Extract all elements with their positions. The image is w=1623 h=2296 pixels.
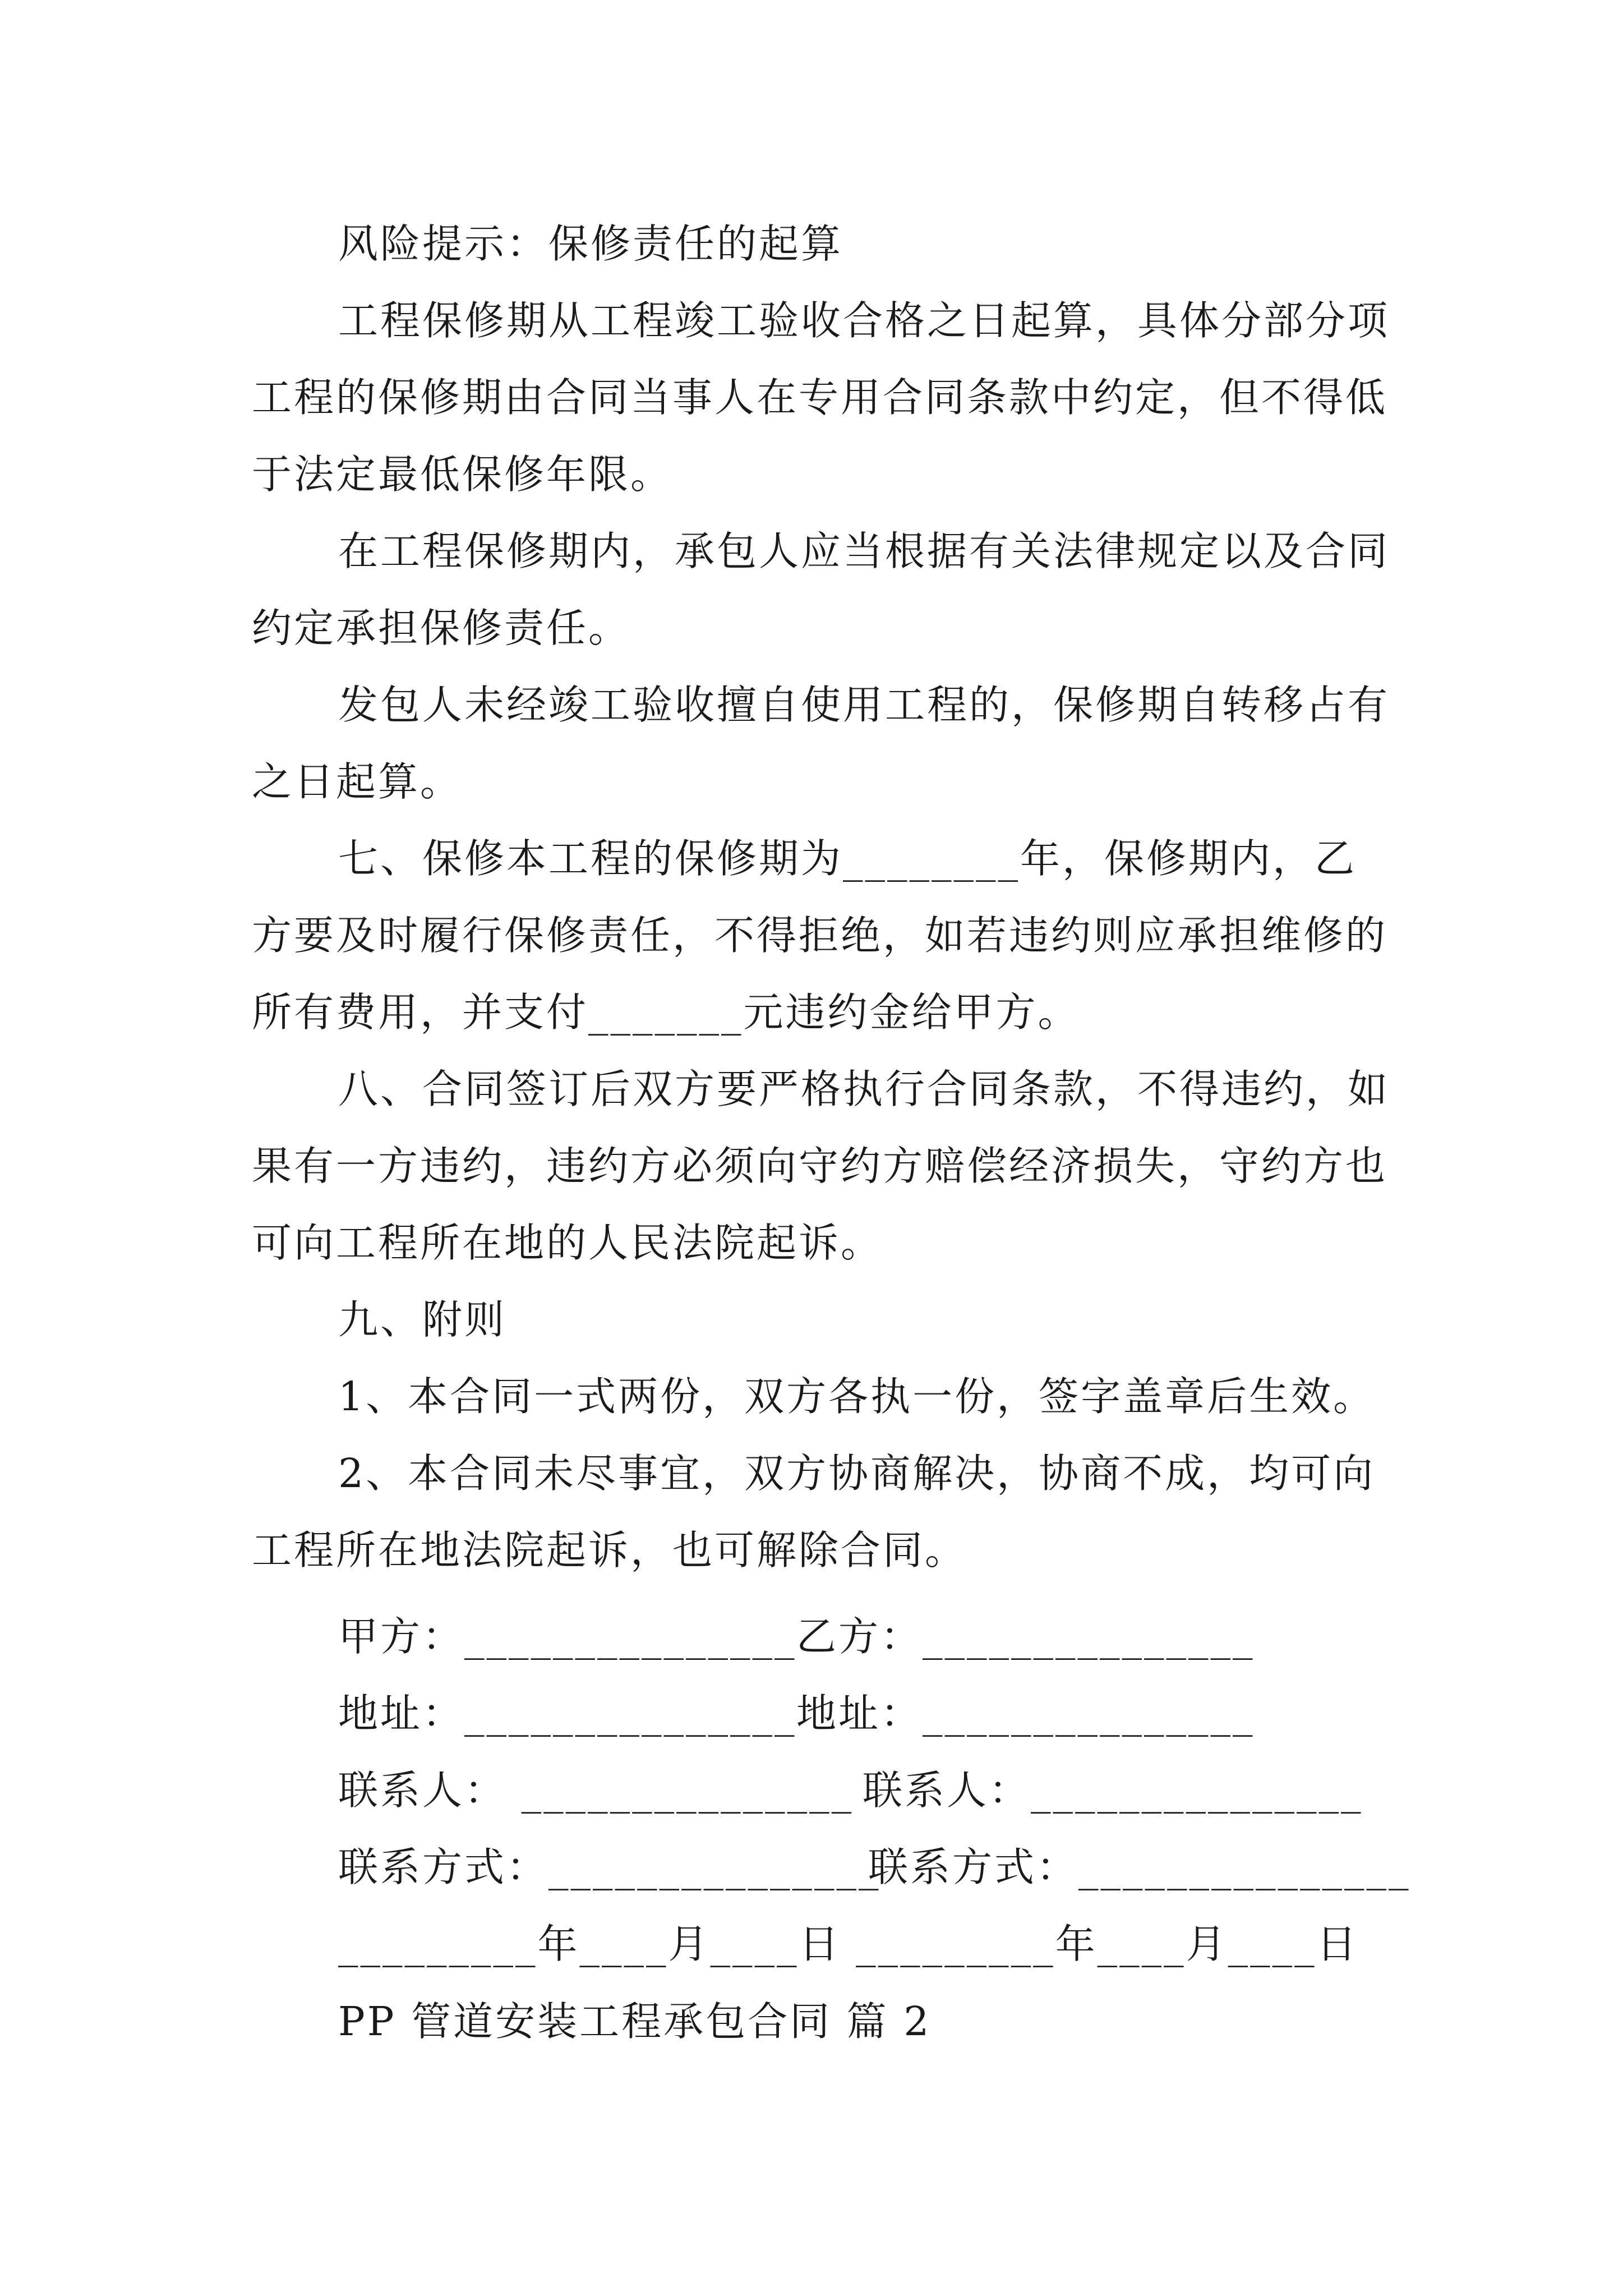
contact-row (338, 1752, 1404, 1829)
warranty-period-paragraph: 工程保修期从工程竣工验收合格之日起算，具体分部分项工程的保修期由合同当事人在专用合同条款中约定，但不得低于法定最低保修年限。 (252, 297, 1390, 498)
warranty-responsibility-paragraph: 在工程保修期内，承包人应当根据有关法律规定以及合同约定承担保修责任。 (252, 528, 1390, 651)
clause-9-heading: 九、附则 (338, 1296, 507, 1343)
signature-block (338, 1598, 1411, 1982)
clause-8-paragraph: 八、合同签订后双方要严格执行合同条款，不得违约，如果有一方违约，违约方必须向守约方赔偿经济损失，守约方也可向工程所在地的人民法院起诉。 (252, 1066, 1390, 1266)
risk-notice-heading: 风险提示：保修责任的起算 (338, 220, 843, 267)
unaccepted-use-paragraph: 发包人未经竣工验收擅自使用工程的，保修期自转移占有之日起算。 (252, 682, 1390, 805)
clause-7-paragraph: 七、保修本工程的保修期为________年，保修期内，乙方要及时履行保修责任，不得拒绝，如若违约则应承担维修的所有费用，并支付_______元违约金给甲方。 (252, 835, 1388, 1036)
party-row (338, 1598, 1404, 1675)
next-section-title: PP 管道安装工程承包合同 篇 2 (338, 1998, 932, 2045)
contract-body (252, 205, 1396, 1589)
appendix-item-2: 2、本合同未尽事宜，双方协商解决，协商不成，均可向工程所在地法院起诉，也可解除合同。 (252, 1450, 1376, 1573)
address-a-field: 地址：_______________ (338, 1690, 797, 1737)
address-b-field: 地址：_______________ (796, 1690, 1255, 1737)
contact-b-field: 联系人：_______________ (863, 1767, 1363, 1814)
contact-a-field: 联系人： _______________ (338, 1767, 854, 1814)
address-row (338, 1675, 1404, 1752)
date-row: _________年____月____日 _________年____月____日 (338, 1921, 1359, 1967)
party-b-field: 乙方：_______________ (796, 1613, 1255, 1660)
appendix-item-1: 1、本合同一式两份，双方各执一份，签字盖章后生效。 (338, 1373, 1376, 1420)
phone-a-field: 联系方式：_______________ (338, 1844, 881, 1890)
phone-row (338, 1829, 1411, 1906)
party-a-field: 甲方：_______________ (338, 1613, 797, 1660)
phone-b-field: 联系方式：_______________ (868, 1844, 1411, 1890)
